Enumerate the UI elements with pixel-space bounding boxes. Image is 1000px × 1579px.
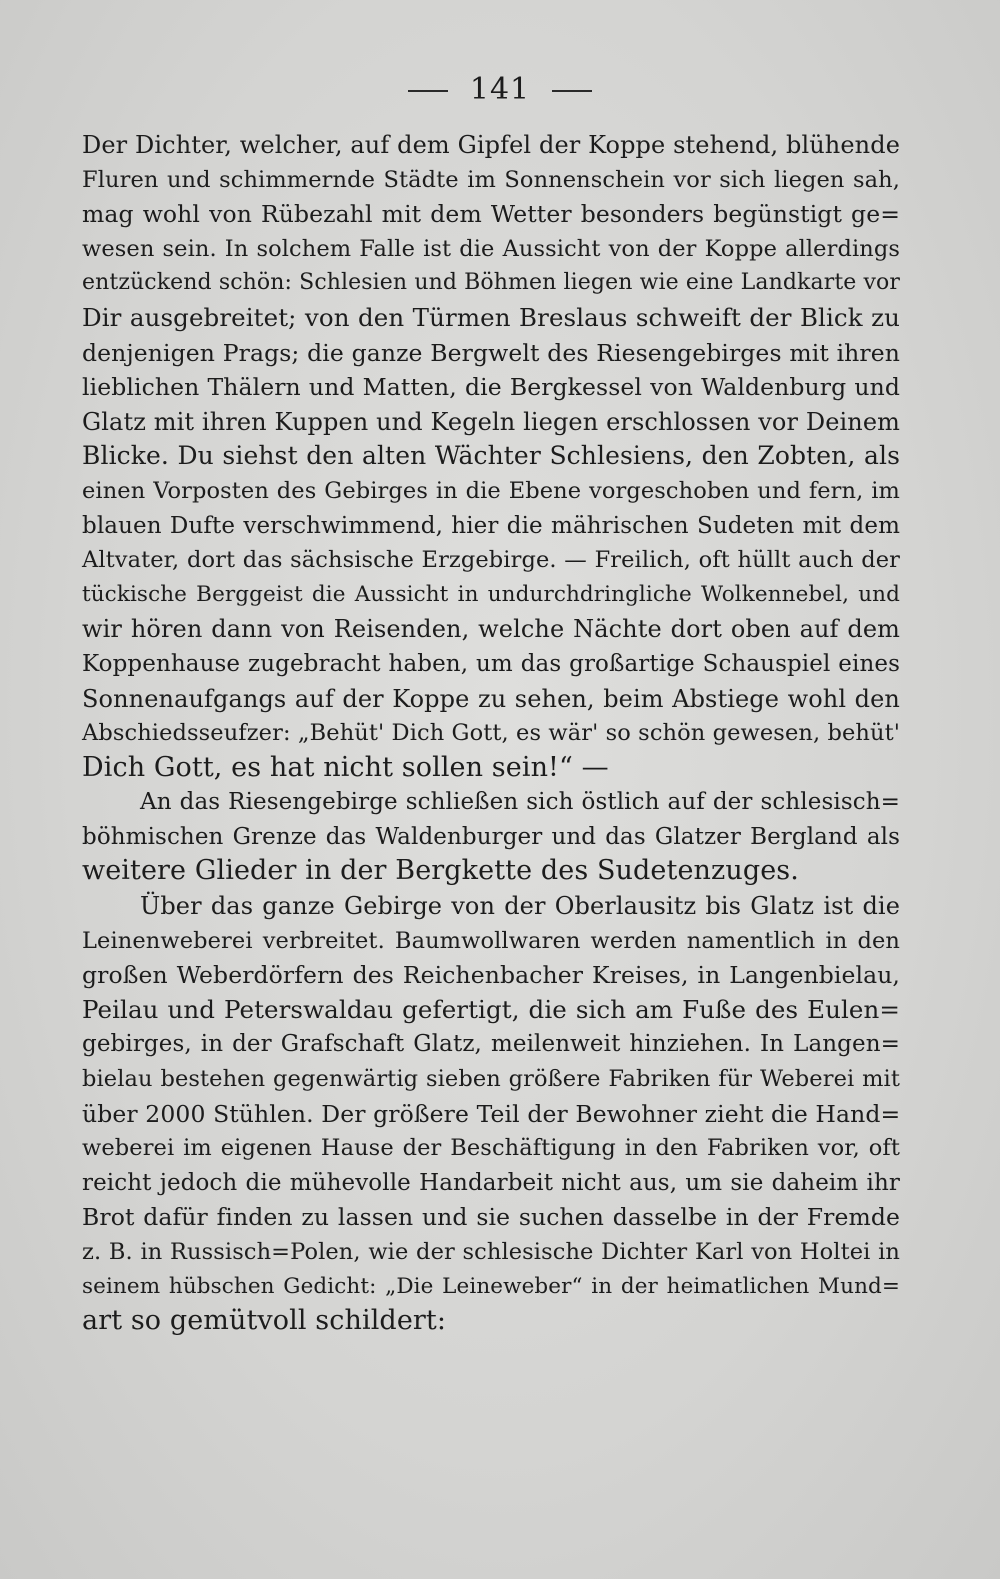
text-line: Dir ausgebreitet; von den Türmen Breslaus schweift der Blick zu <box>82 302 900 332</box>
body-text <box>82 128 900 1339</box>
text-line: böhmischen Grenze das Waldenburger und das Glatzer Bergland als <box>82 823 900 850</box>
text-line: mag wohl von Rübezahl mit dem Wetter besonders begünstigt ge= <box>82 200 900 229</box>
text-line: Peilau und Peterswaldau gefertigt, die sich am Fuße des Eulen= <box>82 994 900 1024</box>
text-line: Abschiedsseufzer: „Behüt' Dich Gott, es wär' so schön gewesen, behüt' <box>82 720 900 747</box>
text-line: gebirges, in der Grafschaft Glatz, meilenweit hinziehen. In Langen= <box>82 1031 900 1058</box>
header-dash-left <box>408 90 448 92</box>
text-line: Fluren und schimmernde Städte im Sonnenschein vor sich liegen sah, <box>82 166 900 193</box>
text-line: art so gemütvoll schildert: <box>82 1305 447 1337</box>
text-line: Koppenhause zugebracht haben, um das großartige Schauspiel eines <box>82 650 900 677</box>
text-line: einen Vorposten des Gebirges in die Ebene vorgeschoben und fern, im <box>82 477 900 504</box>
text-line: Glatz mit ihren Kuppen und Kegeln liegen erschlossen vor Deinem <box>82 407 900 436</box>
text-line: blauen Dufte verschwimmend, hier die mährischen Sudeten mit dem <box>82 512 900 539</box>
text-line: weitere Glieder in der Bergkette des Sudetenzuges. <box>82 855 799 887</box>
text-line: z. B. in Russisch=Polen, wie der schlesische Dichter Karl von Holtei in <box>82 1239 900 1265</box>
text-line: Dich Gott, es hat nicht sollen sein!“ — <box>82 751 609 783</box>
header-dash-right <box>552 90 592 92</box>
text-line: seinem hübschen Gedicht: „Die Leineweber“ in der heimatlichen Mund= <box>82 1273 900 1299</box>
text-line: wir hören dann von Reisenden, welche Nächte dort oben auf dem <box>82 615 900 644</box>
text-line: Blicke. Du siehst den alten Wächter Schlesiens, den Zobten, als <box>82 441 900 471</box>
text-line: bielau bestehen gegenwärtig sieben größere Fabriken für Weberei mit <box>82 1066 900 1093</box>
text-line: Über das ganze Gebirge von der Oberlausitz bis Glatz ist die <box>140 892 900 921</box>
text-line: Sonnenaufgangs auf der Koppe zu sehen, beim Abstiege wohl den <box>82 684 900 713</box>
page-number: 141 <box>469 72 531 107</box>
text-line: weberei im eigenen Hause der Beschäftigung in den Fabriken vor, oft <box>82 1135 900 1162</box>
page-header <box>0 70 1000 110</box>
text-line: Leinenweberei verbreitet. Baumwollwaren werden namentlich in den <box>82 927 900 954</box>
text-line: tückische Berggeist die Aussicht in undurchdringliche Wolkennebel, und <box>82 581 900 607</box>
text-line: reicht jedoch die mühevolle Handarbeit nicht aus, um sie daheim ihr <box>82 1169 900 1196</box>
text-line: wesen sein. In solchem Falle ist die Aussicht von der Koppe allerdings <box>82 235 900 262</box>
text-line: denjenigen Prags; die ganze Bergwelt des Riesengebirges mit ihren <box>82 338 900 367</box>
text-line: An das Riesengebirge schließen sich östlich auf der schlesisch= <box>140 789 900 816</box>
text-line: Altvater, dort das sächsische Erzgebirge. — Freilich, oft hüllt auch der <box>82 547 900 574</box>
text-line: Brot dafür finden zu lassen und sie suchen dasselbe in der Fremde <box>82 1203 900 1232</box>
text-line: über 2000 Stühlen. Der größere Teil der Bewohner zieht die Hand= <box>82 1099 901 1128</box>
text-line: entzückend schön: Schlesien und Böhmen liegen wie eine Landkarte vor <box>82 270 900 296</box>
text-line: großen Weberdörfern des Reichenbacher Kreises, in Langenbielau, <box>82 961 900 990</box>
text-line: lieblichen Thälern und Matten, die Bergkessel von Waldenburg und <box>82 373 900 402</box>
text-line: Der Dichter, welcher, auf dem Gipfel der Koppe stehend, blühende <box>82 131 900 159</box>
